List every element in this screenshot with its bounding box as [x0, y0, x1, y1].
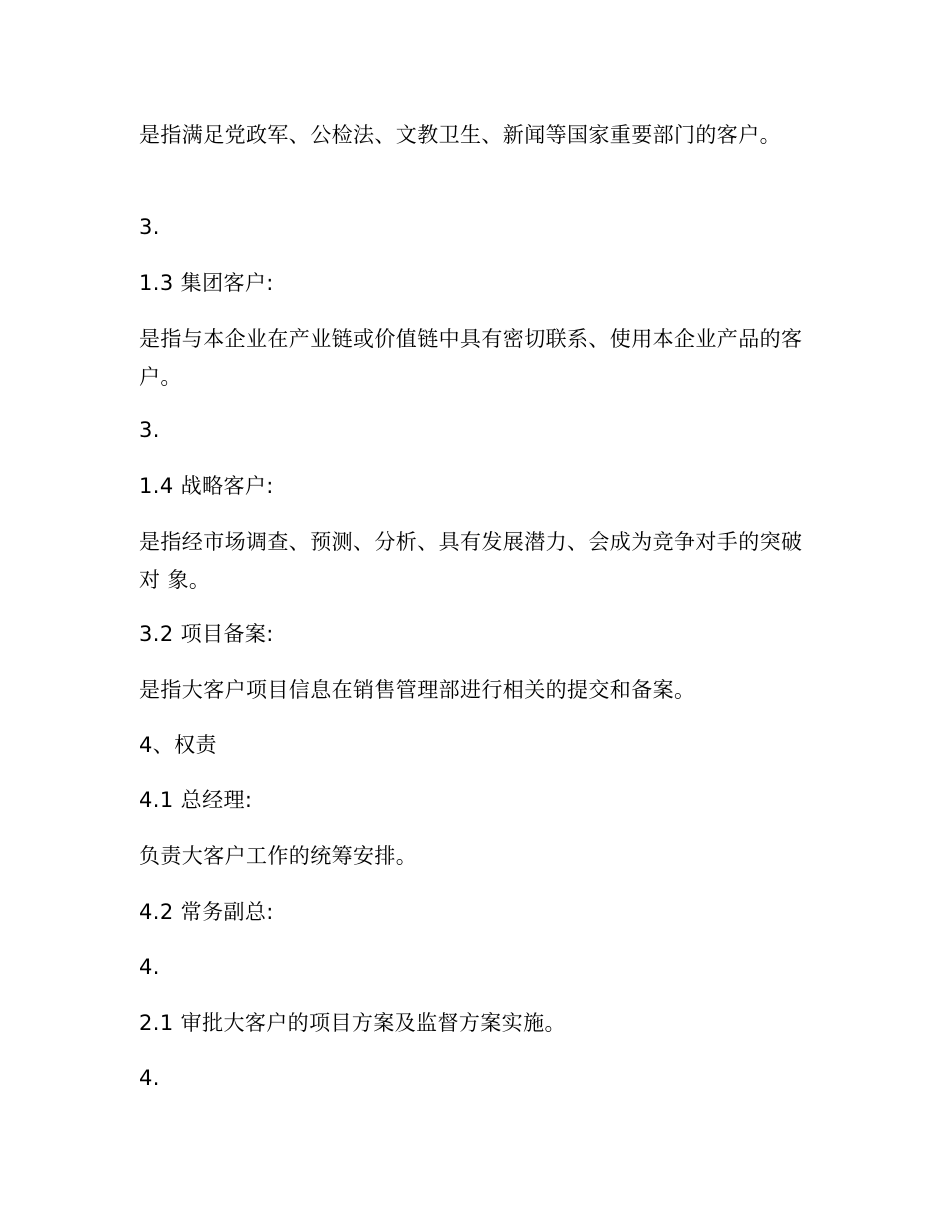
paragraph-section-number: 3.	[139, 418, 160, 442]
paragraph-vip-customer-definition: 是指满足党政军、公检法、文教卫生、新闻等国家重要部门的客户。	[139, 123, 781, 147]
heading-project-filing: 3.2 项目备案:	[139, 622, 274, 646]
paragraph-strategic-customer-definition: 是指经市场调查、预测、分析、具有发展潜力、会成为竞争对手的突破对 象。	[139, 530, 803, 592]
paragraph-general-manager-duty: 负责大客户工作的统筹安排。	[139, 844, 418, 868]
paragraph-section-number: 4.	[139, 1066, 160, 1090]
paragraph-section-number: 3.	[139, 215, 160, 239]
paragraph-executive-vp-duty: 2.1 审批大客户的项目方案及监督方案实施。	[139, 1011, 566, 1035]
paragraph-section-number: 4.	[139, 955, 160, 979]
heading-general-manager: 4.1 总经理:	[139, 788, 253, 812]
heading-responsibilities: 4、权责	[139, 733, 217, 757]
paragraph-project-filing-definition: 是指大客户项目信息在销售管理部进行相关的提交和备案。	[139, 678, 696, 702]
heading-group-customer: 1.3 集团客户:	[139, 271, 274, 295]
heading-strategic-customer: 1.4 战略客户:	[139, 474, 274, 498]
paragraph-group-customer-definition: 是指与本企业在产业链或价值链中具有密切联系、使用本企业产品的客户。	[139, 327, 803, 389]
heading-executive-vp: 4.2 常务副总:	[139, 900, 274, 924]
